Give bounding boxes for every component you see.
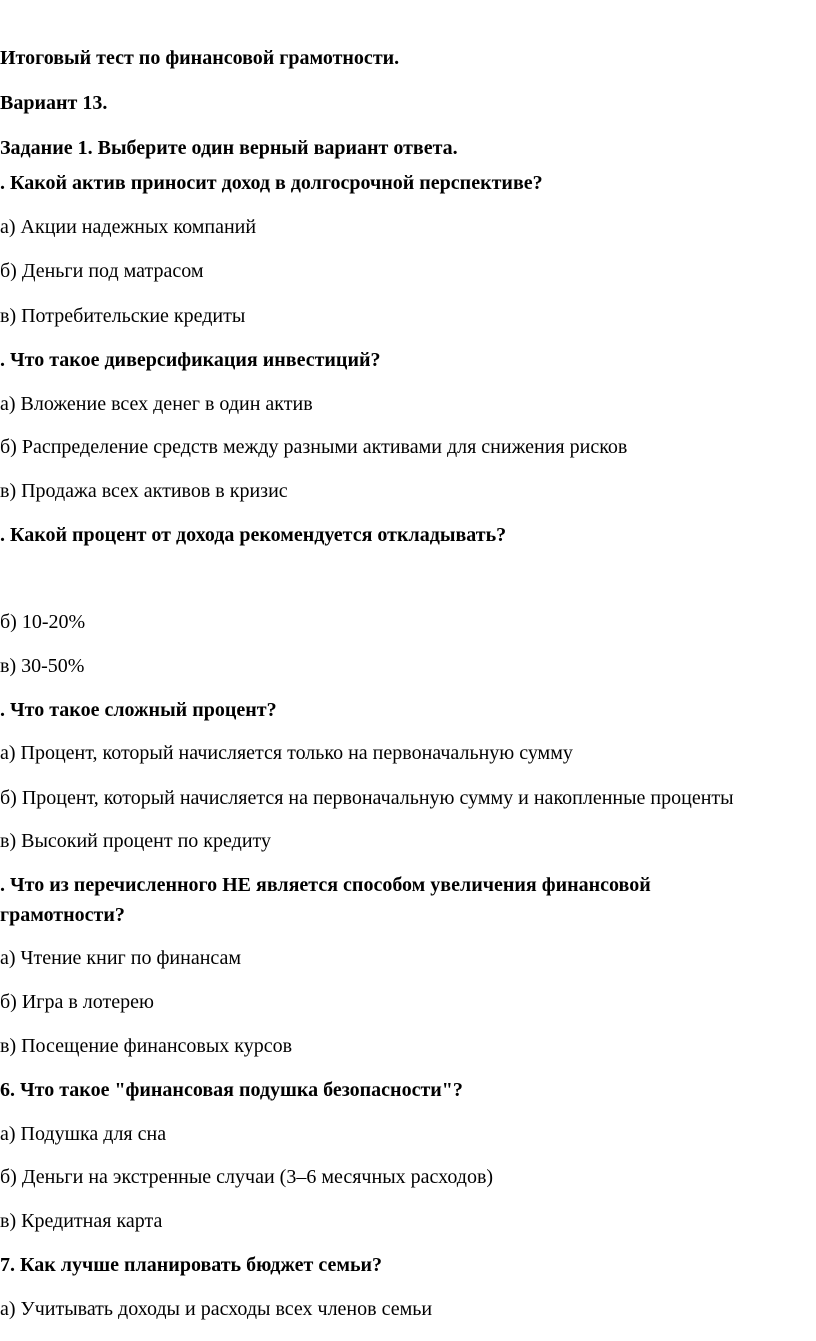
q1-option-b: б) Деньги под матрасом bbox=[0, 260, 204, 282]
q2-option-c: в) Продажа всех активов в кризис bbox=[0, 480, 288, 502]
q4-option-b: б) Процент, который начисляется на первоначальную сумму и накопленные проценты bbox=[0, 787, 734, 809]
q6-option-a: а) Подушка для сна bbox=[0, 1123, 167, 1145]
document-title: Итоговый тест по финансовой грамотности. bbox=[0, 47, 400, 69]
q6-option-b: б) Деньги на экстренные случаи (3–6 месячных расходов) bbox=[0, 1166, 494, 1188]
q5-option-a: а) Чтение книг по финансам bbox=[0, 947, 242, 969]
question-5: . Что из перечисленного НЕ является способом увеличения финансовой грамотности? bbox=[0, 874, 651, 926]
q3-option-b: б) 10-20% bbox=[0, 611, 86, 633]
q5-option-c: в) Посещение финансовых курсов bbox=[0, 1035, 293, 1057]
q1-option-a: а) Акции надежных компаний bbox=[0, 216, 257, 238]
q3-option-c: в) 30-50% bbox=[0, 655, 85, 677]
task-heading: Задание 1. Выберите один верный вариант ответа. bbox=[0, 137, 458, 159]
q1-option-c: в) Потребительские кредиты bbox=[0, 305, 246, 327]
q4-option-a: а) Процент, который начисляется только на первоначальную сумму bbox=[0, 742, 573, 764]
q7-option-a: а) Учитывать доходы и расходы всех членов семьи bbox=[0, 1298, 433, 1320]
question-7: 7. Как лучше планировать бюджет семьи? bbox=[0, 1254, 383, 1276]
q5-option-b: б) Игра в лотерею bbox=[0, 991, 154, 1013]
q2-option-a: а) Вложение всех денег в один актив bbox=[0, 393, 313, 415]
question-1: . Какой актив приносит доход в долгосрочной перспективе? bbox=[0, 172, 543, 194]
question-2: . Что такое диверсификация инвестиций? bbox=[0, 349, 381, 371]
q4-option-c: в) Высокий процент по кредиту bbox=[0, 830, 271, 852]
question-6: 6. Что такое "финансовая подушка безопасности"? bbox=[0, 1079, 463, 1101]
question-4: . Что такое сложный процент? bbox=[0, 699, 277, 721]
q6-option-c: в) Кредитная карта bbox=[0, 1210, 163, 1232]
variant-label: Вариант 13. bbox=[0, 92, 108, 114]
q2-option-b: б) Распределение средств между разными активами для снижения рисков bbox=[0, 436, 628, 458]
question-3: . Какой процент от дохода рекомендуется откладывать? bbox=[0, 524, 507, 546]
